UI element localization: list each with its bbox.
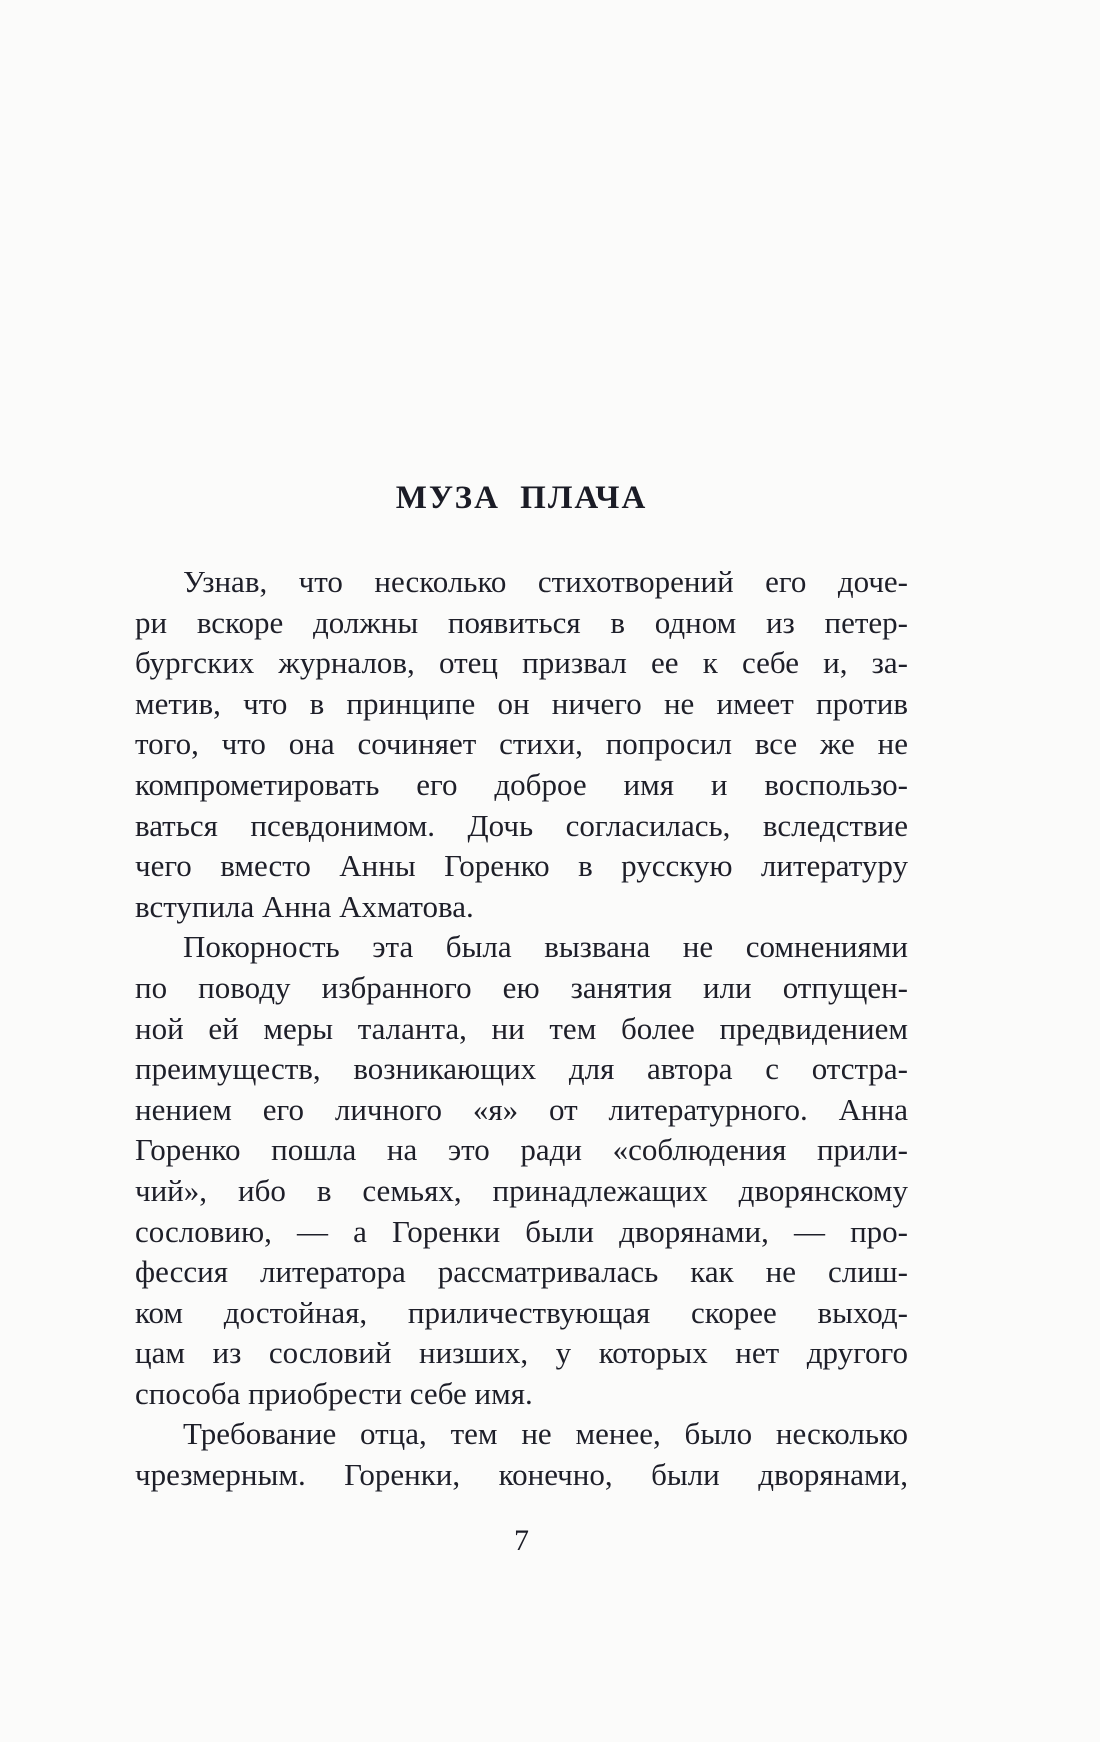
- text-line: преимуществ, возникающих для автора с отстра-: [135, 1051, 908, 1087]
- paragraph-2: [135, 927, 908, 1414]
- text-line: сословию, — а Горенки были дворянами, — про-: [135, 1213, 908, 1249]
- paragraph-1: [135, 562, 908, 927]
- page-number: 7: [514, 1524, 529, 1557]
- text-line: цам из сословий низших, у которых нет другого: [135, 1335, 908, 1371]
- text-line: по поводу избранного ею занятия или отпущен-: [135, 969, 908, 1005]
- text-line: ваться псевдонимом. Дочь согласилась, вследствие: [135, 807, 908, 843]
- text-line: метив, что в принципе он ничего не имеет против: [135, 685, 908, 721]
- text-line: вступила Анна Ахматова.: [135, 888, 474, 924]
- text-block: [135, 562, 908, 1496]
- text-line: Требование отца, тем не менее, было несколько: [183, 1416, 908, 1452]
- text-line: бургских журналов, отец призвал ее к себе и, за-: [135, 645, 908, 681]
- text-line: Горенко пошла на это ради «соблюдения прили-: [135, 1132, 908, 1168]
- chapter-title: МУЗА ПЛАЧА: [395, 480, 648, 516]
- text-line: компрометировать его доброе имя и воспользо-: [135, 766, 908, 802]
- text-line: ри вскоре должны появиться в одном из петер-: [135, 604, 908, 640]
- text-line: чрезмерным. Горенки, конечно, были дворянами,: [135, 1457, 908, 1493]
- text-line: способа приобрести себе имя.: [135, 1375, 533, 1411]
- text-line: Покорность эта была вызвана не сомнениями: [183, 929, 908, 965]
- text-line: того, что она сочиняет стихи, попросил все же не: [135, 726, 908, 762]
- text-line: Узнав, что несколько стихотворений его доче-: [183, 564, 908, 599]
- text-line: ком достойная, приличествующая скорее выход-: [135, 1294, 908, 1330]
- text-line: ной ей меры таланта, ни тем более предвидением: [135, 1010, 908, 1046]
- paragraph-3: [135, 1414, 908, 1495]
- text-line: чего вместо Анны Горенко в русскую литературу: [135, 848, 908, 884]
- text-line: чий», ибо в семьях, принадлежащих дворянскому: [135, 1172, 908, 1208]
- text-line: нением его личного «я» от литературного. Анна: [135, 1091, 908, 1127]
- text-line: фессия литератора рассматривалась как не слиш-: [135, 1254, 908, 1290]
